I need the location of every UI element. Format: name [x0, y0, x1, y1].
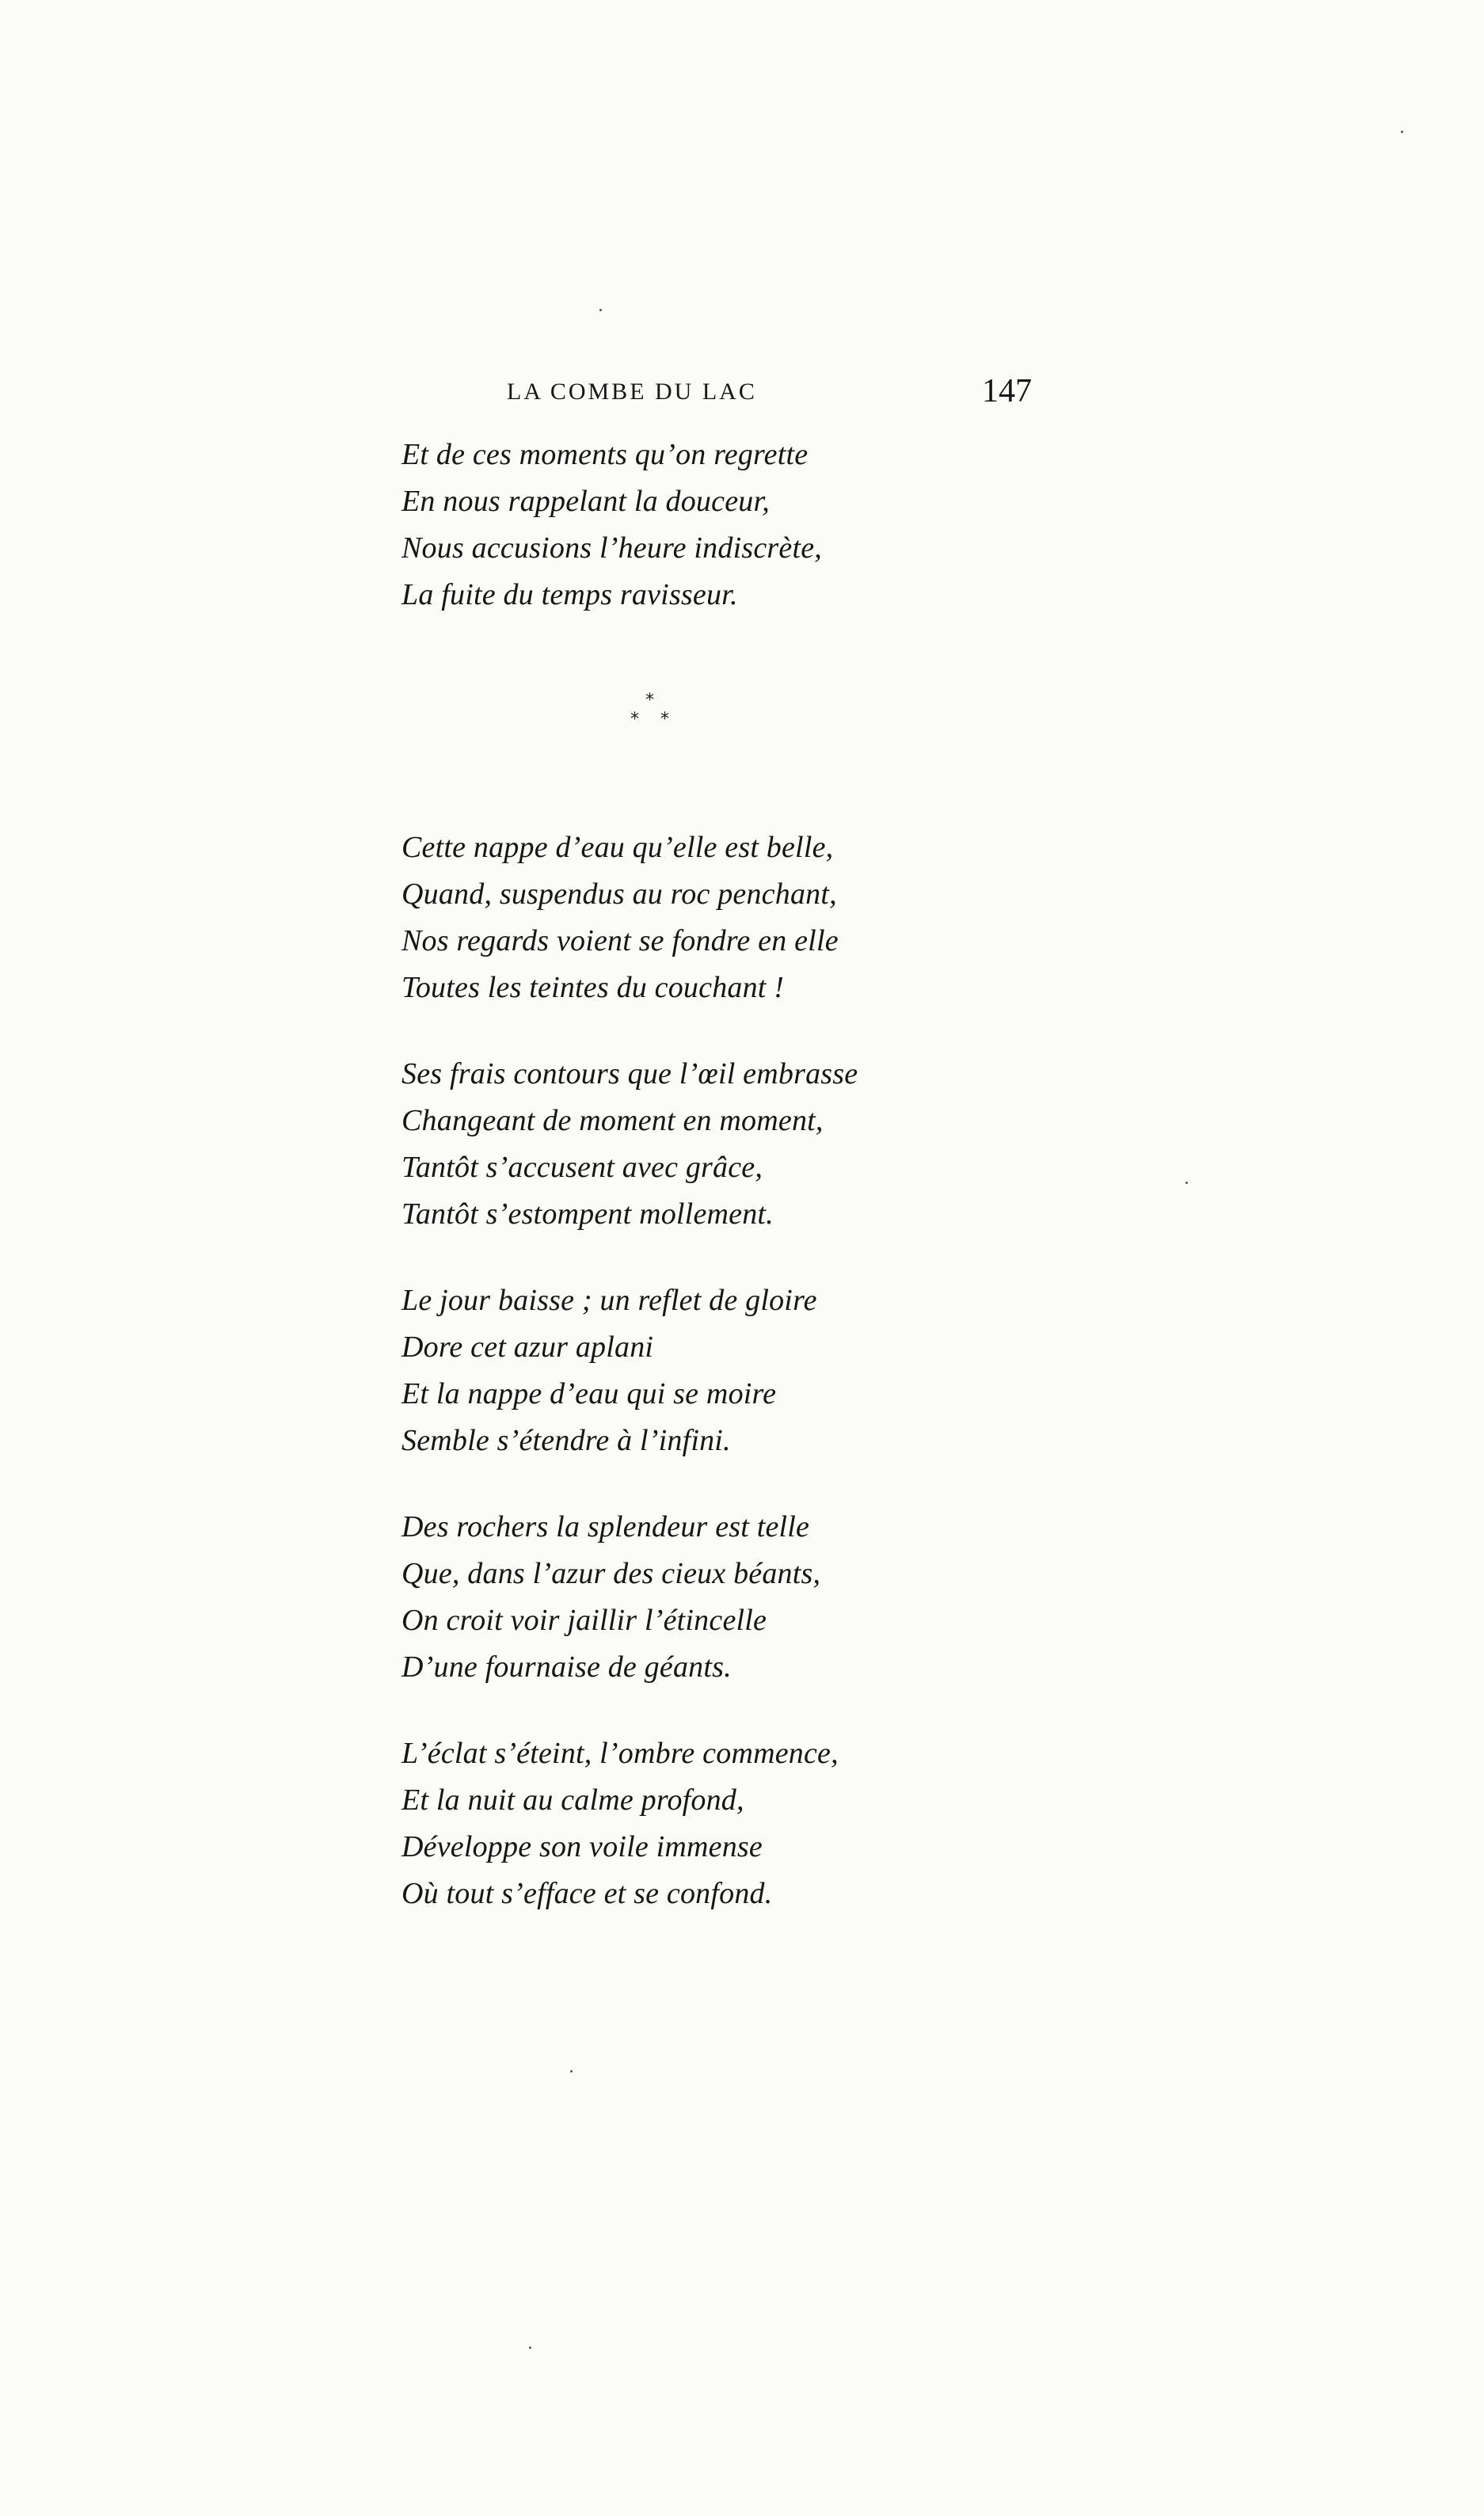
paper-speck	[599, 309, 602, 311]
poem-line: Des rochers la splendeur est telle	[401, 1510, 810, 1543]
poem-line: Développe son voile immense	[401, 1830, 763, 1863]
poem-line: Toutes les teintes du couchant !	[401, 971, 785, 1004]
asterism-star-right: *	[660, 710, 669, 729]
stanza-6	[401, 1730, 1193, 1917]
poem-line: Nous accusions l’heure indiscrète,	[401, 531, 822, 565]
poem-line: On croit voir jaillir l’étincelle	[401, 1604, 767, 1637]
page-number: 147	[982, 373, 1032, 409]
poem-line: En nous rappelant la douceur,	[401, 485, 770, 518]
poem-line: Et de ces moments qu’on regrette	[401, 438, 809, 471]
running-title: LA COMBE DU LAC	[507, 379, 757, 405]
poem-line: L’éclat s’éteint, l’ombre commence,	[401, 1737, 839, 1770]
poem-line: Dore cet azur aplani	[401, 1330, 654, 1364]
poem-line: Et la nappe d’eau qui se moire	[401, 1377, 777, 1410]
asterism-star-left: *	[630, 710, 639, 729]
page-header	[507, 372, 1061, 420]
poem	[401, 432, 1193, 1917]
poem-part-2	[401, 824, 1193, 1917]
paper-speck	[1401, 131, 1403, 133]
asterism-star-top: *	[645, 691, 654, 710]
poem-line: Nos regards voient se fondre en elle	[401, 924, 839, 957]
poem-line: Semble s’étendre à l’infini.	[401, 1424, 731, 1457]
poem-line: Tantôt s’estompent mollement.	[401, 1197, 774, 1231]
poem-line: D’une fournaise de géants.	[401, 1650, 732, 1684]
poem-line: Et la nuit au calme profond,	[401, 1783, 744, 1817]
stanza-4	[401, 1277, 1193, 1464]
poem-line: Ses frais contours que l’œil embrasse	[401, 1057, 858, 1091]
poem-line: Quand, suspendus au roc penchant,	[401, 877, 837, 911]
paper-speck	[1185, 1182, 1188, 1184]
asterism	[627, 678, 675, 733]
poem-line: Que, dans l’azur des cieux béants,	[401, 1557, 821, 1590]
stanza-2	[401, 824, 1193, 1011]
stanza-1	[401, 432, 1193, 619]
poem-line: Où tout s’efface et se confond.	[401, 1877, 773, 1910]
poem-line: Tantôt s’accusent avec grâce,	[401, 1151, 763, 1184]
paper-speck	[570, 2070, 573, 2073]
poem-line: Cette nappe d’eau qu’elle est belle,	[401, 831, 834, 864]
stanza-5	[401, 1504, 1193, 1691]
paper-speck	[529, 2347, 531, 2349]
poem-line: Le jour baisse ; un reflet de gloire	[401, 1284, 817, 1317]
stanza-3	[401, 1051, 1193, 1238]
section-divider	[401, 619, 1193, 824]
poem-line: Changeant de moment en moment,	[401, 1104, 824, 1137]
poem-line: La fuite du temps ravisseur.	[401, 578, 738, 611]
